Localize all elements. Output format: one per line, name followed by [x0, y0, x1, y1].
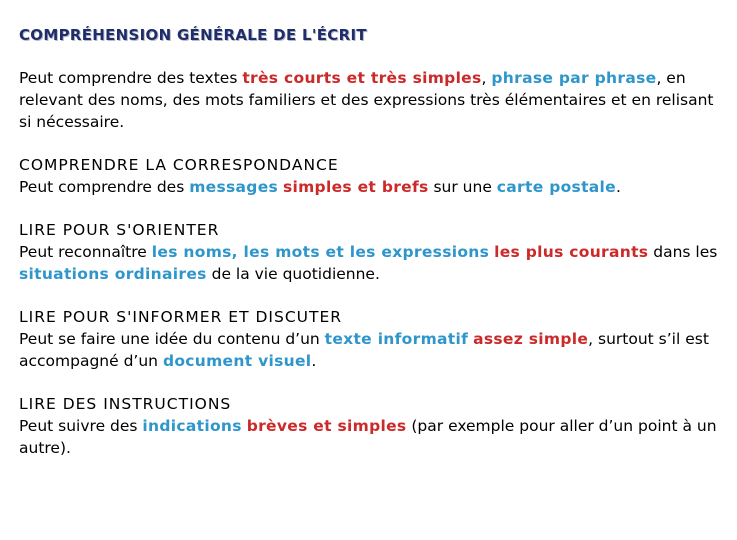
section-informer: [19, 306, 719, 372]
text-segment: Peut suivre des: [19, 417, 143, 435]
highlight-red-segment: simples et brefs: [282, 178, 429, 196]
highlight-blue-segment: situations ordinaires: [19, 265, 207, 283]
text-segment: Peut reconnaître: [19, 243, 152, 261]
section-title: LIRE POUR S'ORIENTER: [19, 221, 220, 239]
section-orienter: [19, 219, 719, 285]
document-page: [19, 24, 719, 480]
section-title: COMPRENDRE LA CORRESPONDANCE: [19, 156, 339, 174]
highlight-blue-segment: les noms, les mots et les expressions: [151, 243, 490, 261]
section-general: [19, 67, 719, 133]
text-segment: , surtout s’il est accompagné d’un: [19, 330, 709, 370]
text-segment: dans les: [648, 243, 718, 261]
text-segment: ,: [481, 69, 492, 87]
highlight-blue-segment: phrase par phrase: [491, 69, 657, 87]
section-instructions: [19, 393, 719, 459]
section-title: LIRE POUR S'INFORMER ET DISCUTER: [19, 308, 343, 326]
text-segment: Peut comprendre des textes: [19, 69, 243, 87]
highlight-blue-segment: indications: [142, 417, 242, 435]
text-segment: (par exemple pour aller d’un point à un autre).: [19, 417, 717, 457]
text-segment: de la vie quotidienne.: [206, 265, 380, 283]
text-segment: .: [615, 178, 621, 196]
section-body: [19, 241, 719, 285]
text-segment: Peut se faire une idée du contenu d’un: [19, 330, 325, 348]
highlight-blue-segment: texte informatif: [324, 330, 469, 348]
highlight-red-segment: les plus courants: [494, 243, 649, 261]
text-segment: sur une: [428, 178, 497, 196]
section-body: [19, 415, 719, 459]
highlight-red-segment: brèves et simples: [246, 417, 407, 435]
highlight-red-segment: assez simple: [473, 330, 589, 348]
section-correspondance: [19, 154, 719, 198]
highlight-blue-segment: document visuel: [162, 352, 312, 370]
highlight-red-segment: très courts et très simples: [242, 69, 482, 87]
section-body: [19, 176, 719, 198]
text-segment: .: [311, 352, 317, 370]
section-body: [19, 328, 719, 372]
highlight-blue-segment: carte postale: [496, 178, 616, 196]
section-body: [19, 67, 719, 133]
section-title: LIRE DES INSTRUCTIONS: [19, 395, 232, 413]
highlight-blue-segment: messages: [189, 178, 279, 196]
page-title: COMPRÉHENSION GÉNÉRALE DE L'ÉCRIT: [19, 26, 367, 44]
text-segment: Peut comprendre des: [19, 178, 190, 196]
text-segment: , en relevant des noms, des mots familiers et des expressions très élémentaires et en relisant si nécessaire.: [19, 69, 714, 131]
